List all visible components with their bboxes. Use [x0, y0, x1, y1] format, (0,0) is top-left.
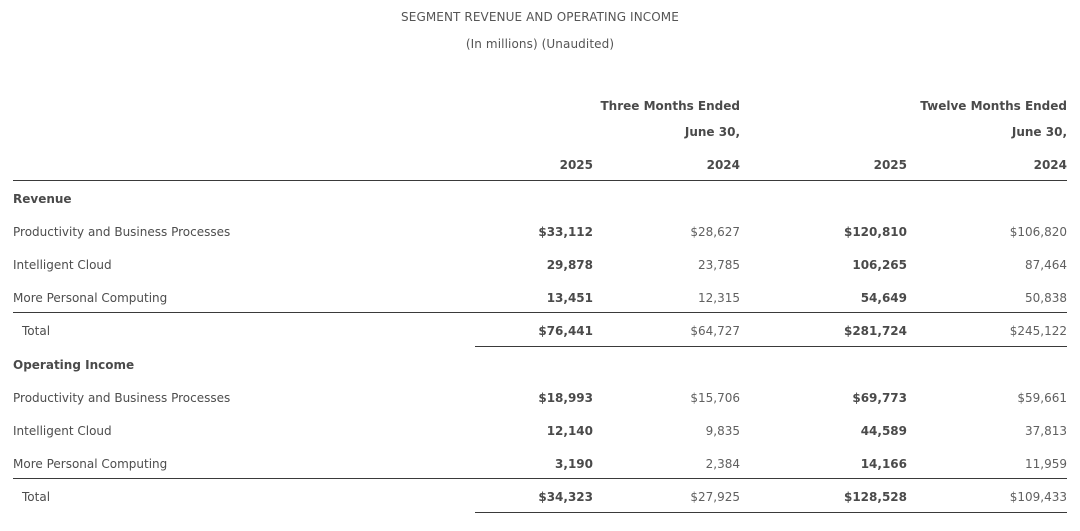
subtotal-rule — [13, 478, 1067, 479]
report-subtitle: (In millions) (Unaudited) — [465, 37, 615, 51]
value-cell: $106,820 — [1009, 225, 1067, 239]
row-label: Intelligent Cloud — [13, 258, 112, 272]
value-cell: 12,315 — [698, 291, 740, 305]
value-cell: 3,190 — [555, 457, 593, 471]
value-cell: $59,661 — [1017, 391, 1067, 405]
revenue-section-heading: Revenue — [13, 192, 72, 206]
value-cell: $15,706 — [690, 391, 740, 405]
value-cell: 13,451 — [546, 291, 593, 305]
value-cell: $18,993 — [538, 391, 593, 405]
year-header: 2024 — [706, 158, 740, 172]
row-label: More Personal Computing — [13, 291, 168, 305]
row-label: More Personal Computing — [13, 457, 168, 471]
total-value: $27,925 — [690, 490, 740, 504]
three-months-header: Three Months Ended — [600, 99, 740, 113]
value-cell: $120,810 — [843, 225, 907, 239]
value-cell: 54,649 — [860, 291, 907, 305]
total-value: $281,724 — [843, 324, 907, 338]
value-cell: 29,878 — [546, 258, 593, 272]
value-cell: 2,384 — [705, 457, 740, 471]
total-value: $64,727 — [690, 324, 740, 338]
row-label: Productivity and Business Processes — [13, 225, 231, 239]
report-title: SEGMENT REVENUE AND OPERATING INCOME — [401, 10, 679, 24]
subtotal-rule — [13, 312, 1067, 313]
value-cell: 9,835 — [705, 424, 740, 438]
twelve-months-header: Twelve Months Ended — [920, 99, 1067, 113]
value-cell: 37,813 — [1025, 424, 1067, 438]
value-cell: 12,140 — [546, 424, 593, 438]
value-cell: 23,785 — [698, 258, 740, 272]
total-value: $128,528 — [843, 490, 907, 504]
value-cell: $33,112 — [538, 225, 593, 239]
value-cell: 106,265 — [852, 258, 907, 272]
value-cell: 14,166 — [860, 457, 907, 471]
total-value: $245,122 — [1009, 324, 1067, 338]
value-cell: 87,464 — [1025, 258, 1067, 272]
operating-income-section-heading: Operating Income — [13, 358, 135, 372]
row-label: Intelligent Cloud — [13, 424, 112, 438]
total-underline — [475, 512, 1067, 513]
total-label: Total — [22, 490, 51, 504]
header-rule — [13, 180, 1067, 181]
three-months-date: June 30, — [684, 125, 740, 139]
value-cell: $69,773 — [852, 391, 907, 405]
row-label: Productivity and Business Processes — [13, 391, 231, 405]
year-header: 2025 — [559, 158, 593, 172]
total-label: Total — [22, 324, 51, 338]
year-header: 2024 — [1033, 158, 1067, 172]
value-cell: 11,959 — [1025, 457, 1067, 471]
total-value: $34,323 — [538, 490, 593, 504]
value-cell: 44,589 — [860, 424, 907, 438]
twelve-months-date: June 30, — [1011, 125, 1067, 139]
value-cell: $28,627 — [690, 225, 740, 239]
total-value: $76,441 — [538, 324, 593, 338]
value-cell: 50,838 — [1025, 291, 1067, 305]
total-value: $109,433 — [1009, 490, 1067, 504]
total-underline — [475, 346, 1067, 347]
year-header: 2025 — [873, 158, 907, 172]
